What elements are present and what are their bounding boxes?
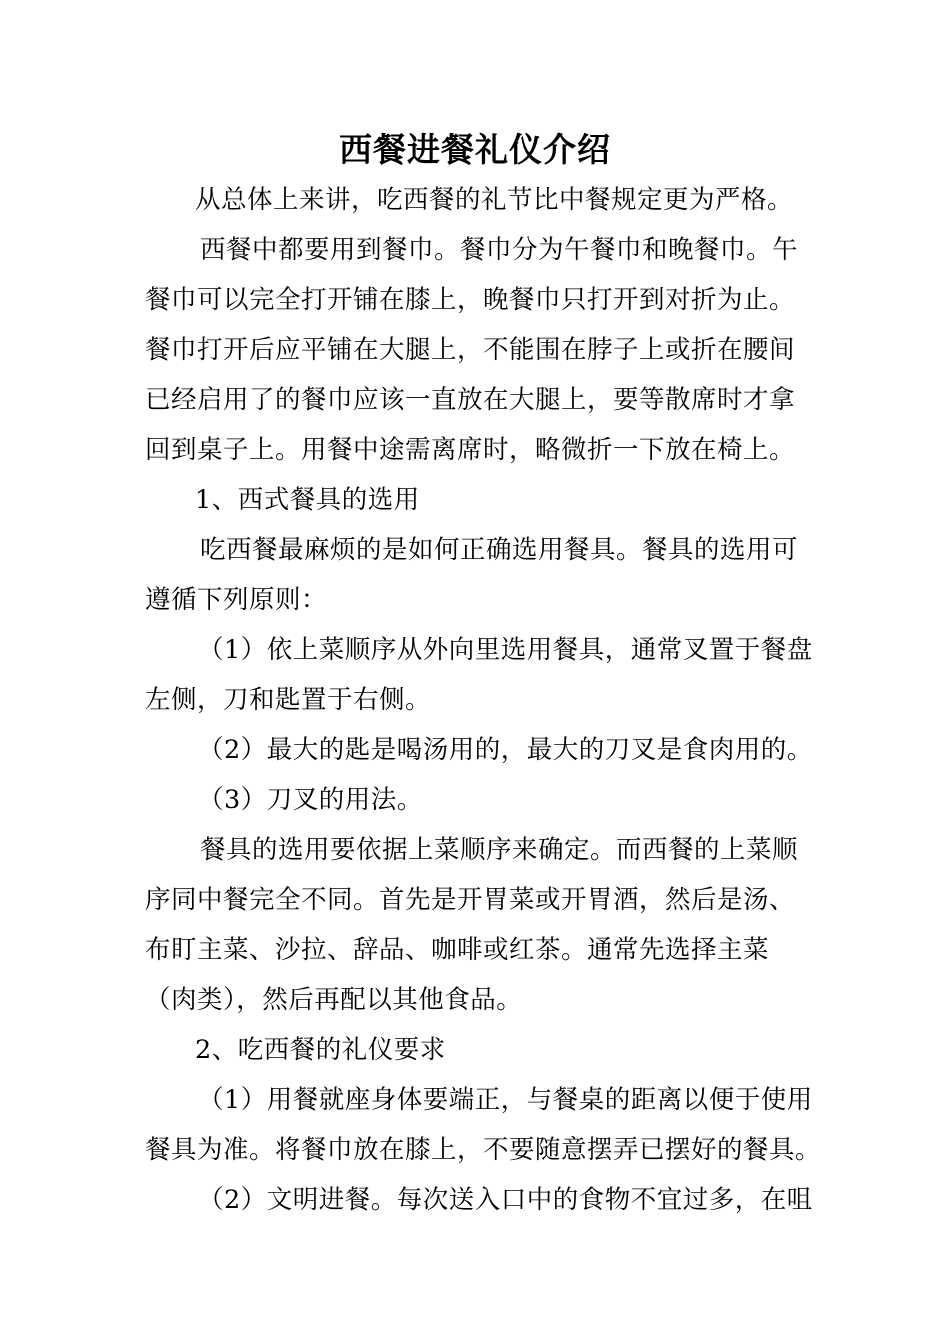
paragraph-line: 遵循下列原则：	[145, 585, 328, 615]
document-title: 西餐进餐礼仪介绍	[339, 130, 611, 169]
list-item: （3）刀叉的用法。	[198, 785, 423, 815]
list-item: （1）依上菜顺序从外向里选用餐具，通常叉置于餐盘	[198, 635, 813, 665]
paragraph-line: （肉类），然后再配以其他食品。	[145, 985, 523, 1015]
list-item: （1）用餐就座身体要端正，与餐桌的距离以便于使用	[198, 1085, 813, 1115]
paragraph-line: 回到桌子上。用餐中途需离席时，略微折一下放在椅上。	[145, 435, 796, 465]
paragraph-line: 餐巾可以完全打开铺在膝上，晚餐巾只打开到对折为止。	[145, 285, 796, 315]
paragraph-line: 布盯主菜、沙拉、辞品、咖啡或红茶。通常先选择主菜	[145, 935, 770, 965]
paragraph-line: 西餐中都要用到餐巾。餐巾分为午餐巾和晚餐巾。午	[200, 235, 799, 265]
list-item: （2）文明进餐。每次送入口中的食物不宜过多，在咀	[198, 1185, 813, 1215]
paragraph-line: 吃西餐最麻烦的是如何正确选用餐具。餐具的选用可	[200, 535, 799, 565]
paragraph-line: 从总体上来讲，吃西餐的礼节比中餐规定更为严格。	[195, 185, 794, 215]
list-item: （2）最大的匙是喝汤用的，最大的刀叉是食肉用的。	[198, 735, 813, 765]
paragraph-line: 序同中餐完全不同。首先是开胃菜或开胃酒，然后是汤、	[145, 885, 796, 915]
paragraph-line: 左侧，刀和匙置于右侧。	[145, 685, 432, 715]
paragraph-line: 餐具为准。将餐巾放在膝上，不要随意摆弄已摆好的餐具。	[145, 1135, 822, 1165]
section-heading: 2、吃西餐的礼仪要求	[195, 1035, 446, 1065]
section-heading: 1、西式餐具的选用	[195, 485, 420, 515]
paragraph-line: 餐具的选用要依据上菜顺序来确定。而西餐的上菜顺	[200, 835, 799, 865]
paragraph-line: 已经启用了的餐巾应该一直放在大腿上，要等散席时才拿	[145, 385, 796, 415]
paragraph-line: 餐巾打开后应平铺在大腿上，不能围在脖子上或折在腰间	[145, 335, 796, 365]
